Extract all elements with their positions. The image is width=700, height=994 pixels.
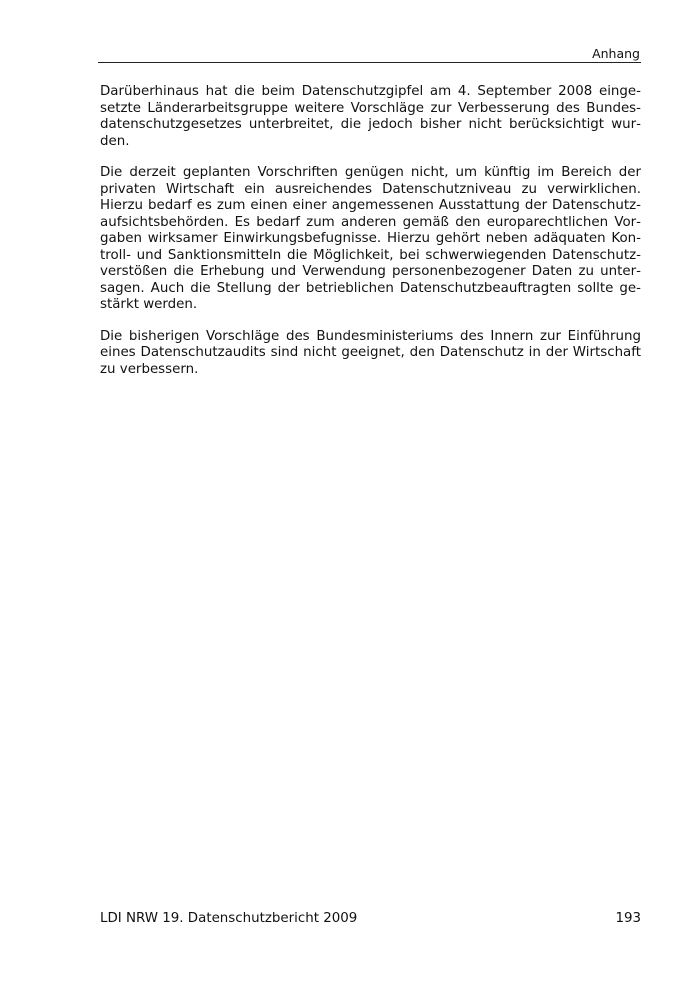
section-label: Anhang xyxy=(592,46,640,61)
page-number: 193 xyxy=(615,911,641,926)
paragraph: Die bisherigen Vorschläge des Bundesministeriums des Innern zur Einführung eines Datenschutzaudits sind nicht geeignet, den Datenschutz in der Wirtschaft zu verbessern. xyxy=(100,328,641,377)
paragraph: Darüberhinaus hat die beim Datenschutzgipfel am 4. September 2008 eingesetzte Länderarbeitsgruppe weitere Vorschläge zur Verbesserung des Bundesdatenschutzgesetzes unterbreitet, die jedoch bisher nicht berücksichtigt wurden. xyxy=(100,84,641,149)
paragraph: Die derzeit geplanten Vorschriften genügen nicht, um künftig im Bereich der privaten Wirtschaft ein ausreichendes Datenschutzniveau zu verwirklichen. Hierzu bedarf es zum einen einer angemessenen Ausstattung der Datenschutzaufsichtsbehörden. Es bedarf zum anderen gemäß den europarechtlichen Vorgaben wirksamer Einwirkungsbefugnisse. Hierzu gehört neben adäquaten Kontroll- und Sanktionsmitteln die Möglichkeit, bei schwerwiegenden Datenschutzverstößen die Erhebung und Verwendung personenbezogener Daten zu untersagen. Auch die Stellung der betrieblichen Datenschutzbeauftragten sollte gestärkt werden. xyxy=(100,165,641,312)
body-text xyxy=(100,84,641,393)
running-header xyxy=(98,46,641,63)
footer-publication: LDI NRW 19. Datenschutzbericht 2009 xyxy=(100,911,358,926)
